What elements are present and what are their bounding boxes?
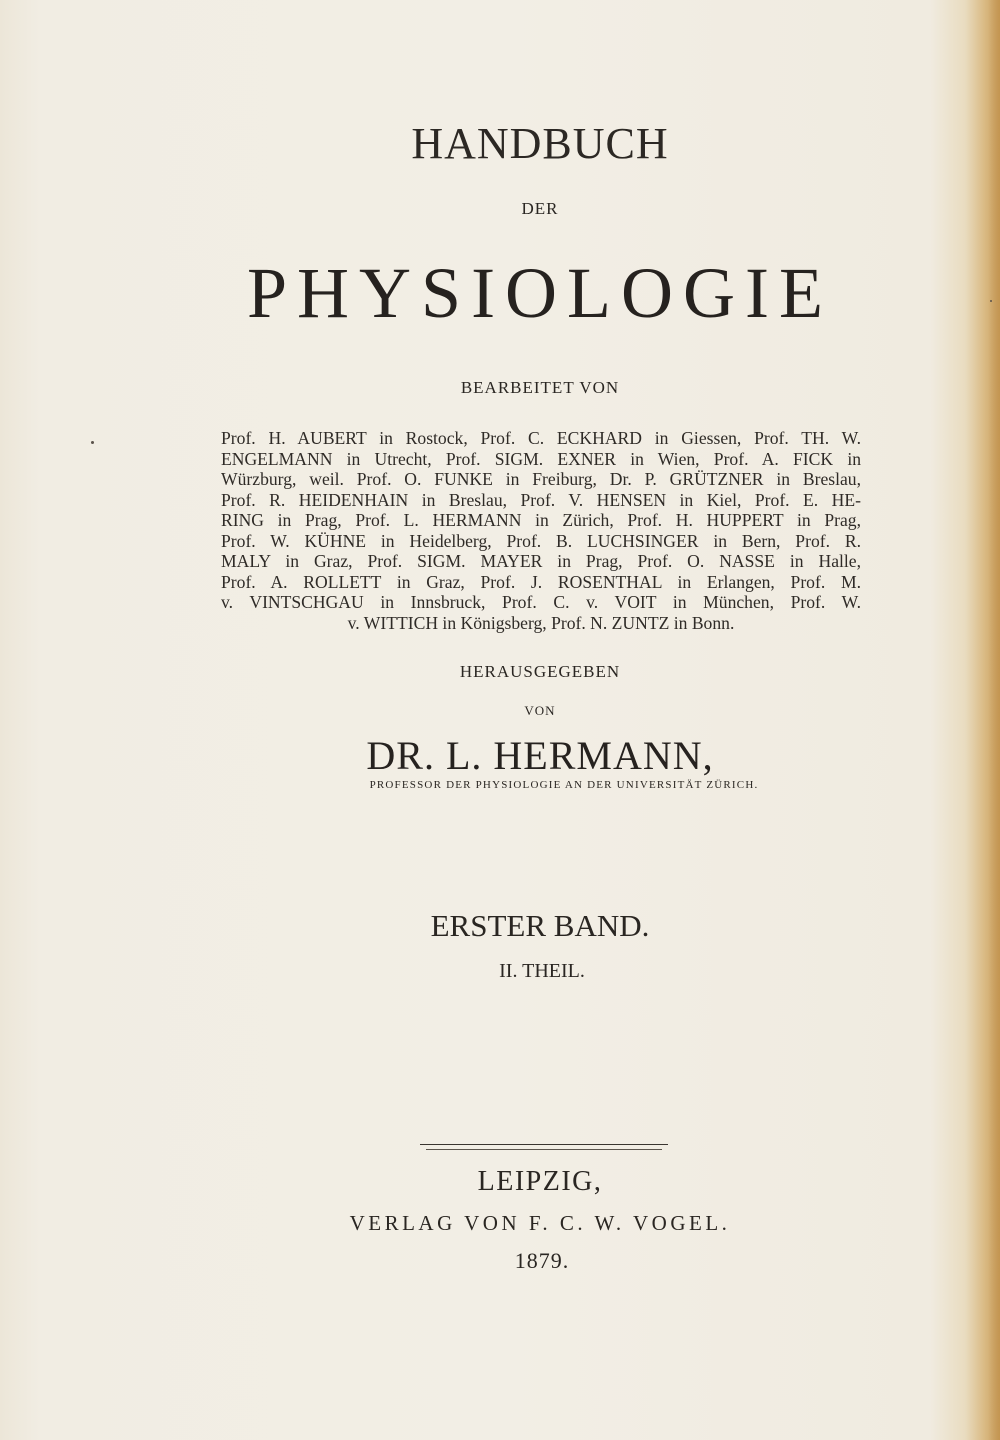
authors-line: ENGELMANN in Utrecht, Prof. SIGM. EXNER in Wien, Prof. A. FICK in — [221, 448, 861, 469]
authors-line: RING in Prag, Prof. L. HERMANN in Zürich, Prof. H. HUPPERT in Prag, — [221, 510, 861, 530]
volume-label: ERSTER BAND. — [430, 908, 650, 943]
authors-line: v. VINTSCHGAU in Innsbruck, Prof. C. v. VOIT in München, Prof. W. — [221, 592, 861, 612]
authors-line: Prof. W. KÜHNE in Heidelberg, Prof. B. LUCHSINGER in Bern, Prof. R. — [221, 530, 861, 551]
authors-line: v. WITTICH in Königsberg, Prof. N. ZUNTZ in Bonn. — [347, 612, 735, 633]
title-handbuch: HANDBUCH — [411, 119, 669, 168]
imprint-publisher: VERLAG VON F. C. W. VOGEL. — [349, 1211, 731, 1235]
imprint-year: 1879. — [514, 1248, 570, 1273]
bearbeitet-von: BEARBEITET VON — [460, 378, 620, 397]
imprint-rule-thin — [426, 1149, 662, 1150]
authors-line: Prof. R. HEIDENHAIN in Breslau, Prof. V. HENSEN in Kiel, Prof. E. HE- — [221, 489, 861, 510]
authors-line: MALY in Graz, Prof. SIGM. MAYER in Prag, Prof. O. NASSE in Halle, — [221, 551, 861, 571]
authors-block — [221, 428, 861, 633]
speck — [91, 441, 94, 444]
authors-line: Prof. H. AUBERT in Rostock, Prof. C. ECKHARD in Giessen, Prof. TH. W. — [221, 428, 861, 448]
authors-line: Würzburg, weil. Prof. O. FUNKE in Freiburg, Dr. P. GRÜTZNER in Breslau, — [221, 469, 861, 489]
imprint-city: LEIPZIG, — [477, 1166, 603, 1197]
title-physiologie: PHYSIOLOGIE — [247, 253, 833, 333]
title-der: DER — [521, 199, 559, 218]
editor-name: DR. L. HERMANN, — [366, 733, 714, 778]
authors-line: Prof. A. ROLLETT in Graz, Prof. J. ROSENTHAL in Erlangen, Prof. M. — [221, 571, 861, 592]
herausgegeben: HERAUSGEGEBEN — [459, 662, 621, 681]
editor-title: PROFESSOR DER PHYSIOLOGIE AN DER UNIVERSITÄT ZÜRICH. — [369, 779, 759, 791]
von: VON — [524, 703, 556, 718]
part-label: II. THEIL. — [499, 960, 585, 982]
imprint-rule — [420, 1144, 668, 1145]
speck — [990, 300, 992, 302]
